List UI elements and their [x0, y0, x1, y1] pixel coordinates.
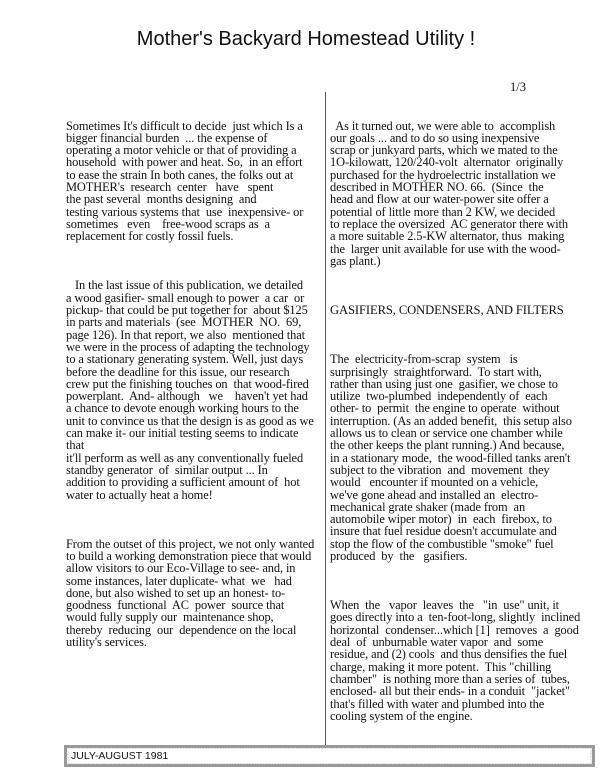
paragraph: As it turned out, we were able to accomplish our goals ... and to do so using inexpensive scrap or junkyard parts, which we mated to the 1O-kilowatt, 120/240-volt alternator originally purchased for the hydroelectric installation we described in MOTHER NO. 66. (Since the head and flow at our water-power site offer a potential of little more than 2 KW, we decided to replace the oversized AC generator there with a more suitable 2.5-KW alternator, thus making the larger unit available for use with the wood- gas plant.): [330, 118, 568, 268]
section-heading: GASIFIERS, CONDENSERS, AND FILTERS: [330, 303, 564, 318]
issue-date: JULY-AUGUST 1981: [71, 750, 169, 762]
page-number: 1/3: [510, 80, 526, 94]
footer-box: [64, 745, 595, 767]
paragraph: Sometimes It's difficult to decide just which Is a bigger financial burden ... the expense of operating a motor vehicle or that of providing a household with power and heat. So, in an effort to ease the strain In both canes, the folks out at MOTHER's research center have spent the past several months designing and testing various systems that use inexpensive- or sometimes even free-wood scraps as a replacement for costly fossil fuels.: [66, 118, 304, 244]
paragraph: In the last issue of this publication, we detailed a wood gasifier- small enough to power a car or pickup- that could be put together for about $125 in parts and materials (see MOTHER NO. 69, page 126). In that report, we also mentioned that we were in the process of adapting the technology to a stationary generating system. Well, just days before the deadline for this issue, our research crew put the finishing touches on that wood-fired powerplant. And- although we haven't yet had a chance to devote enough working hours to the unit to convince us that the design is as good as we can make it- our initial testing seems to indicate that it'll perform as well as any conventionally fueled standby generator of similar output ... In addition to providing a sufficient amount of hot water to actually heat a home!: [66, 278, 314, 502]
page-title: Mother's Backyard Homestead Utility !: [136, 28, 476, 50]
left-column: [66, 95, 314, 673]
paragraph: From the outset of this project, we not only wanted to build a working demonstration piece that would allow visitors to our Eco-Village to see- and, in some instances, later duplicate- what we had done, but also wished to set up an honest- to- goodness functional AC power source that would fully supply our maintenance shop, thereby reducing our dependence on the local utility's services.: [66, 536, 315, 650]
column-divider: [325, 92, 326, 747]
paragraph: When the vapor leaves the "in use" unit, it goes directly into a ten-foot-long, slightly inclined horizontal condenser...which [1] removes a good deal of unburnable water vapor and some residue, and (2) cools and thus densifies the fuel charge, making it more potent. This "chilling chamber" is nothing more than a series of tubes, enclosed- all but their ends- in a conduit "jacket" that's filled with water and plumbed into the cooling system of the engine.: [330, 598, 581, 723]
right-column: [330, 95, 580, 747]
paragraph: The electricity-from-scrap system is surprisingly straightforward. To start with, rather than using just one gasifier, we chose to utilize two-plumbed independently of each other- to permit the engine to operate without interruption. (As an added benefit, this setup also allows us to clean or service one chamber while the other keeps the plant running.) And because, in a stationary mode, the wood-filled tanks aren't subject to the vibration and movement they would encounter if mounted on a vehicle, we've gone ahead and installed an electro- mechanical grate shaker (made from an automobile wiper motor) in each firebox, to insure that fuel residue doesn't accumulate and stop the flow of the combustible "smoke" fuel produced by the gasifiers.: [330, 352, 572, 563]
